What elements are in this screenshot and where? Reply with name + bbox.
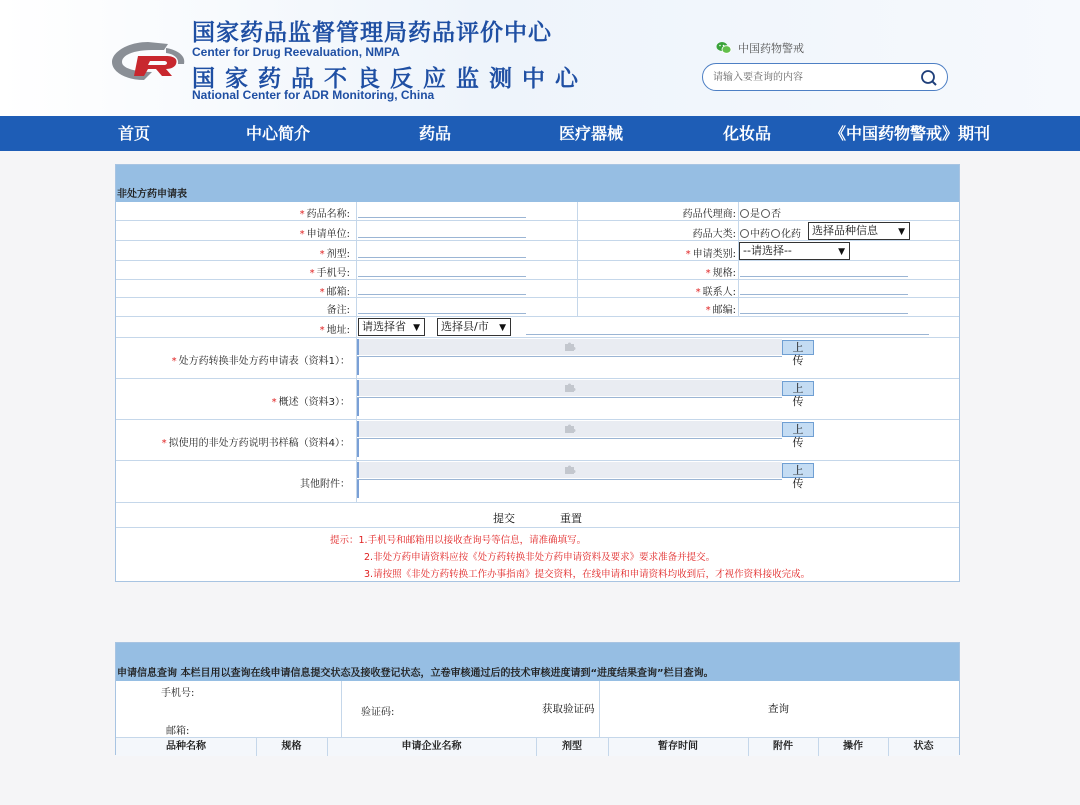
reset-button[interactable]: 重置 bbox=[560, 512, 582, 525]
upload-row bbox=[116, 420, 959, 461]
category-radio-group: 中药 化药 bbox=[739, 225, 801, 240]
variety-select[interactable]: 选择品种信息 ▼ bbox=[808, 222, 910, 240]
header-title-cn: 国家药品监督管理局药品评价中心 bbox=[192, 20, 552, 46]
column-header: 暂存时间 bbox=[658, 741, 698, 752]
get-captcha-button[interactable]: 获取验证码 bbox=[542, 703, 595, 715]
form-header bbox=[116, 165, 959, 202]
site-header bbox=[0, 0, 1080, 116]
query-button[interactable]: 查询 bbox=[768, 703, 789, 715]
address-input[interactable] bbox=[526, 334, 929, 335]
agent-radio-group: 是 否 bbox=[739, 205, 781, 220]
header-subtitle-en: National Center for ADR Monitoring, China bbox=[192, 88, 435, 102]
puzzle-icon bbox=[564, 422, 576, 434]
applicant-label: * 申请单位: bbox=[299, 229, 350, 240]
captcha-label: 验证码: bbox=[361, 707, 395, 718]
query-header bbox=[116, 643, 959, 681]
drug-name-input[interactable] bbox=[358, 217, 526, 218]
nav-drugs[interactable]: 药品 bbox=[419, 124, 452, 143]
header-subtitle-cn: 国家药品不良反应监测中心 bbox=[192, 66, 588, 92]
main-nav bbox=[0, 116, 1080, 151]
upload-button[interactable]: 上传 bbox=[782, 381, 814, 396]
search-input[interactable] bbox=[713, 69, 913, 85]
chevron-down-icon: ▼ bbox=[898, 227, 905, 237]
nav-journal[interactable]: 《中国药物警戒》期刊 bbox=[830, 124, 991, 143]
agent-label: 药品代理商: bbox=[682, 209, 736, 220]
nav-cosmetics[interactable]: 化妆品 bbox=[723, 124, 772, 143]
mobile-label: * 手机号: bbox=[309, 268, 350, 279]
upload-row bbox=[116, 379, 959, 420]
mobile-input[interactable] bbox=[358, 276, 526, 277]
category-chem-radio[interactable] bbox=[771, 229, 780, 238]
applicant-input[interactable] bbox=[358, 237, 526, 238]
column-header: 品种名称 bbox=[166, 741, 206, 752]
nav-medical-devices[interactable]: 医疗器械 bbox=[559, 124, 624, 143]
zip-input[interactable] bbox=[740, 313, 908, 314]
province-select[interactable]: 请选择省 ▼ bbox=[358, 318, 425, 336]
column-header: 附件 bbox=[773, 741, 793, 752]
zip-label: * 邮编: bbox=[705, 305, 736, 316]
upload-button[interactable]: 上传 bbox=[782, 463, 814, 478]
apply-type-select[interactable]: --请选择-- ▼ bbox=[739, 242, 850, 260]
search-box bbox=[702, 63, 948, 91]
query-results-header bbox=[116, 737, 959, 756]
column-header: 状态 bbox=[913, 741, 934, 752]
category-tcm-radio[interactable] bbox=[740, 229, 749, 238]
agent-yes-radio[interactable] bbox=[740, 209, 749, 218]
address-label: * 地址: bbox=[319, 325, 350, 336]
form-row bbox=[116, 298, 959, 317]
nav-about[interactable]: 中心简介 bbox=[246, 124, 311, 143]
upload-label: * 概述（资料3）： bbox=[271, 397, 350, 408]
puzzle-icon bbox=[564, 381, 576, 393]
query-mobile-label: 手机号: bbox=[161, 688, 195, 699]
search-icon[interactable] bbox=[919, 68, 939, 88]
wechat-label: 中国药物警戒 bbox=[738, 42, 804, 55]
email-input[interactable] bbox=[358, 294, 526, 295]
upload-button[interactable]: 上传 bbox=[782, 340, 814, 355]
submit-button[interactable]: 提交 bbox=[493, 512, 515, 525]
spec-input[interactable] bbox=[740, 276, 908, 277]
column-header: 操作 bbox=[843, 741, 863, 752]
email-label: * 邮箱: bbox=[319, 287, 350, 298]
chevron-down-icon: ▼ bbox=[838, 247, 845, 257]
county-select[interactable]: 选择县/市 ▼ bbox=[437, 318, 511, 336]
column-header: 剂型 bbox=[562, 741, 582, 752]
nav-home[interactable]: 首页 bbox=[118, 124, 151, 143]
query-title: 申请信息查询 本栏目用以查询在线申请信息提交状态及接收登记状态，立卷审核通过后的技术审核进度请到“进度结果查询”栏目查询。 bbox=[117, 668, 714, 679]
query-form bbox=[116, 681, 959, 737]
tip-line: 提示：1.手机号和邮箱用以接收查询号等信息，请准确填写。 bbox=[330, 535, 587, 546]
upload-row bbox=[116, 338, 959, 379]
column-header: 申请企业名称 bbox=[401, 741, 462, 752]
form-title: 非处方药申请表 bbox=[117, 189, 187, 200]
upload-label: * 拟使用的非处方药说明书样稿（资料4）： bbox=[161, 438, 350, 449]
form-row bbox=[116, 261, 959, 280]
form-row bbox=[116, 280, 959, 298]
otc-application-form bbox=[115, 164, 960, 582]
form-row bbox=[116, 202, 959, 221]
contact-label: * 联系人: bbox=[695, 287, 736, 298]
apply-type-label: * 申请类别: bbox=[685, 249, 736, 260]
column-header: 规格 bbox=[281, 741, 302, 752]
chevron-down-icon: ▼ bbox=[413, 323, 420, 333]
puzzle-icon bbox=[564, 463, 576, 475]
upload-label: * 处方药转换非处方药申请表（资料1）： bbox=[171, 356, 350, 367]
tip-line: 3.请按照《非处方药转换工作办事指南》提交资料，在线申请和申请资料均收到后，才视作资料接收完成。 bbox=[364, 569, 811, 580]
remark-input[interactable] bbox=[358, 313, 526, 314]
tip-line: 2.非处方药申请资料应按《处方药转换非处方药申请资料及要求》要求准备并提交。 bbox=[364, 552, 716, 563]
chevron-down-icon: ▼ bbox=[499, 323, 506, 333]
upload-button[interactable]: 上传 bbox=[782, 422, 814, 437]
upload-row bbox=[116, 461, 959, 503]
form-row bbox=[116, 241, 959, 261]
upload-label: 其他附件： bbox=[300, 479, 350, 490]
puzzle-icon bbox=[564, 340, 576, 352]
dosage-form-input[interactable] bbox=[358, 257, 526, 258]
agent-no-radio[interactable] bbox=[761, 209, 770, 218]
wechat-link[interactable] bbox=[716, 40, 804, 56]
spec-label: * 规格: bbox=[705, 268, 736, 279]
wechat-icon bbox=[716, 41, 732, 55]
drug-name-label: * 药品名称: bbox=[299, 209, 350, 220]
category-label: 药品大类: bbox=[692, 229, 736, 240]
form-row bbox=[116, 317, 959, 338]
form-row bbox=[116, 221, 959, 241]
application-query-panel bbox=[115, 642, 960, 755]
site-logo bbox=[108, 38, 188, 84]
dosage-form-label: * 剂型: bbox=[319, 249, 350, 260]
contact-input[interactable] bbox=[740, 294, 908, 295]
remark-label: 备注: bbox=[326, 305, 350, 316]
query-email-label: 邮箱: bbox=[166, 726, 190, 737]
header-title-en: Center for Drug Reevaluation, NMPA bbox=[192, 45, 400, 59]
